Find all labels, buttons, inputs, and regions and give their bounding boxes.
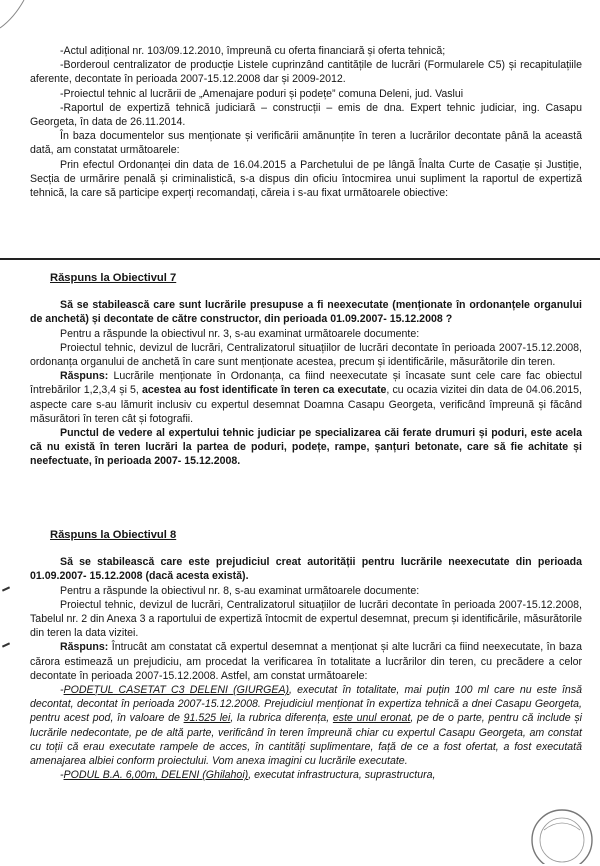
- podet-casetat-text-b: , la rubrica diferența,: [230, 712, 330, 725]
- podet-casetat-title: PODEȚUL CASETAT C3 DELENI (GIURGEA): [63, 684, 290, 697]
- list-item-raport: -Raportul de expertiză tehnică judiciară – construcții – emis de dna. Expert tehnic judiciar, ing. Casapu Georgeta, în data de 26.11.2014.: [30, 101, 582, 129]
- list-item-proiect: -Proiectul tehnic al lucrării de „Amenajare poduri și podețe” comuna Deleni, jud. Vaslui: [60, 87, 464, 100]
- list-item-borderou: -Borderoul centralizator de producție Listele cuprinzând cantitățile de lucrări (Formularele C5) și recapitulațiile aferente, decontate în perioada 2007-15.12.2008 dar și 2009-2012.: [30, 59, 582, 86]
- obiectiv-7-p1: Pentru a răspunde la obiectivul nr. 3, s-au examinat următoarele documente:: [60, 327, 420, 340]
- obiectiv-8-p1: Pentru a răspunde la obiectivul nr. 8, s-au examinat următoarele documente:: [60, 584, 420, 597]
- raspuns-text: Întrucât am constatat că expertul desemnat a menționat și alte lucrări ca fiind neexecutate, în baza cărora estimează un prejudiciu, am procedat la verificarea în totalitate a lucrărilor din teren, cu precădere a celor decontate în perioada 2007-15.12.2008. Astfel, am constat următoarele:: [30, 641, 582, 682]
- podul-ba-title: PODUL B.A. 6,00m, DELENI (Ghilahoi): [63, 769, 249, 782]
- raspuns-label: Răspuns:: [60, 641, 109, 654]
- margin-tick-mark: [2, 586, 10, 591]
- top-document-list: [30, 44, 582, 200]
- obiectiv-8-heading: Răspuns la Obiectivul 8: [50, 529, 177, 541]
- in-baza-paragraph: În baza documentelor sus menționate și verificării amănunțite în teren a lucrărilor decontate până la această dată, am constatat următoarele:: [30, 130, 582, 157]
- obiectiv-8-question: Să se stabilească care este prejudiciul creat autorității pentru lucrările neexecutate din perioada 01.09.2007- 15.12.2008 (dacă acesta există).: [30, 556, 582, 583]
- raspuns-text-b: , cu ocazia vizitei din data de 04.06.2015, aspecte care s-au lămurit inclusiv cu expertul desemnat Doamna Casapu Georgeta, verificând împreună și făcând măsurători în teren cât și fotografii.: [30, 384, 582, 425]
- section-divider: [0, 258, 600, 260]
- prejudiciu-value: 91.525 lei: [183, 712, 231, 725]
- prin-efectul-paragraph: Prin efectul Ordonanței din data de 16.04.2015 a Parchetului de pe lângă Înalta Curte de Casație și Justiție, Secția de urmărire penală și criminalistică, s-a dispus din oficiu întocmirea unui supliment la raportul de expertiză tehnică, la care să participe experți recomandați, căreia i s-au fixat următoarele obiective:: [30, 158, 582, 200]
- obiectiv-7-question: Să se stabilească care sunt lucrările presupuse a fi neexecutate (menționate în ordonanțele organului de anchetă) și decontate de către constructor, din perioada 01.09.2007- 15.12.2008 ?: [30, 299, 582, 326]
- act-aditional-text: Actul adițional nr. 103/09.12.2010, împreună cu oferta financiară și oferta tehnică;: [63, 45, 446, 57]
- podet-casetat-text-c: , pe de o parte, pentru că include și lucrările nedecontate, pe de altă parte, verificând în teren împreună chiar cu expertul Casapu Georgeta, am constat cu toții că erau executate rampele de acces, în cantități suplimentare, față de ce a fost ofertat, a fost executată amenajarea albiei conform proiectului. Vom anexa imagini cu lucrările executate.: [30, 712, 582, 768]
- borderou-text: Borderoul centralizator de producție Listele cuprinzând cantitățile de lucrări (Formularele C5) și recapitulațiile aferente, decontate în perioada 2007-15.12.2008 dar și 2009-2012.: [30, 59, 582, 86]
- eronat-text: este unul eronat: [332, 712, 411, 725]
- list-item-podet-casetat: -PODEȚUL CASETAT C3 DELENI (GIURGEA), executat în totalitate, mai puțin 100 ml care nu este însă decontat, decontat în perioada 2007-15.12.2008. Prejudiciul menționat în expertiza tehnică a dnei Casapu Georgeta, pentru acest pod, în valoare de 91.525 lei, la rubrica diferența, este unul eronat, pe de o parte, pentru că include și lucrările nedecontate, pe de altă parte, verificând în teren împreună chiar cu expertul Casapu Georgeta, am constat cu toții că erau executate rampele de acces, în cantități suplimentare, față de ce a fost ofertat, a fost executată amenajarea albiei conform proiectului. Vom anexa imagini cu lucrările executate.: [30, 684, 583, 768]
- section-obiectiv-7: [30, 271, 582, 469]
- obiectiv-8-raspuns: [30, 640, 582, 683]
- podet-casetat-text-a: , executat în totalitate, mai puțin 100 ml care nu este însă decontat, decontat în perioada 2007-15.12.2008. Prejudiciul menționat în expertiza tehnică a dnei Casapu Georgeta, pentru acest pod, în valoare de: [30, 684, 583, 725]
- raspuns-label: Răspuns:: [60, 370, 109, 383]
- court-stamp: [530, 800, 594, 864]
- obiectiv-7-punct: Punctul de vedere al expertului tehnic judiciar pe specializarea căi ferate drumuri și poduri, este acela că nu există în teren lucrări la partea de poduri, podețe, rampe, șanțuri betonate, care să fie achitate și neefectuate, în perioada 2007- 15.12.2008.: [30, 427, 582, 468]
- margin-tick-mark: [2, 642, 10, 647]
- section-obiectiv-8: [30, 528, 582, 782]
- obiectiv-7-p2: Proiectul tehnic, devizul de lucrări, Centralizatorul situațiilor de lucrări decontate în perioada 2007-15.12.2008, ordonanța organului de anchetă în care sunt menționate acestea, precum și identificările, măsurătorile din teren.: [30, 341, 582, 369]
- obiectiv-7-heading: Răspuns la Obiectivul 7: [50, 272, 177, 284]
- raport-text: Raportul de expertiză tehnică judiciară – construcții – emis de dna. Expert tehnic judiciar, ing. Casapu Georgeta, în data de 26.11.2014.: [30, 101, 582, 129]
- podul-ba-text: , executat infrastructura, suprastructura,: [248, 769, 436, 782]
- list-item-act-aditional: -Actul adițional nr. 103/09.12.2010, împreună cu oferta financiară și oferta tehnică;: [60, 45, 446, 57]
- proiect-text: Proiectul tehnic al lucrării de „Amenajare poduri și podețe” comuna Deleni, jud. Vaslui: [63, 87, 464, 100]
- list-item-podul-ba: -PODUL B.A. 6,00m, DELENI (Ghilahoi), executat infrastructura, suprastructura,: [60, 769, 436, 782]
- raspuns-text-a: Lucrările menționate în Ordonanța, ca fiind neexecutate și încasate sunt cele care fac obiectul întrebărilor 1,2,3,4 și 5,: [30, 370, 582, 397]
- obiectiv-8-p2: Proiectul tehnic, devizul de lucrări, Centralizatorul situațiilor de lucrări decontate în perioada 2007-15.12.2008, Tabelul nr. 2 din Anexa 3 a raportului de expertiză întocmit de expertul desemnat, precum și identificările, măsurătorile din teren la data vizitei.: [30, 598, 582, 640]
- raspuns-identificate: acestea au fost identificate în teren ca executate: [142, 384, 387, 397]
- obiectiv-7-raspuns: [30, 369, 582, 426]
- corner-fold-mark: [0, 0, 40, 40]
